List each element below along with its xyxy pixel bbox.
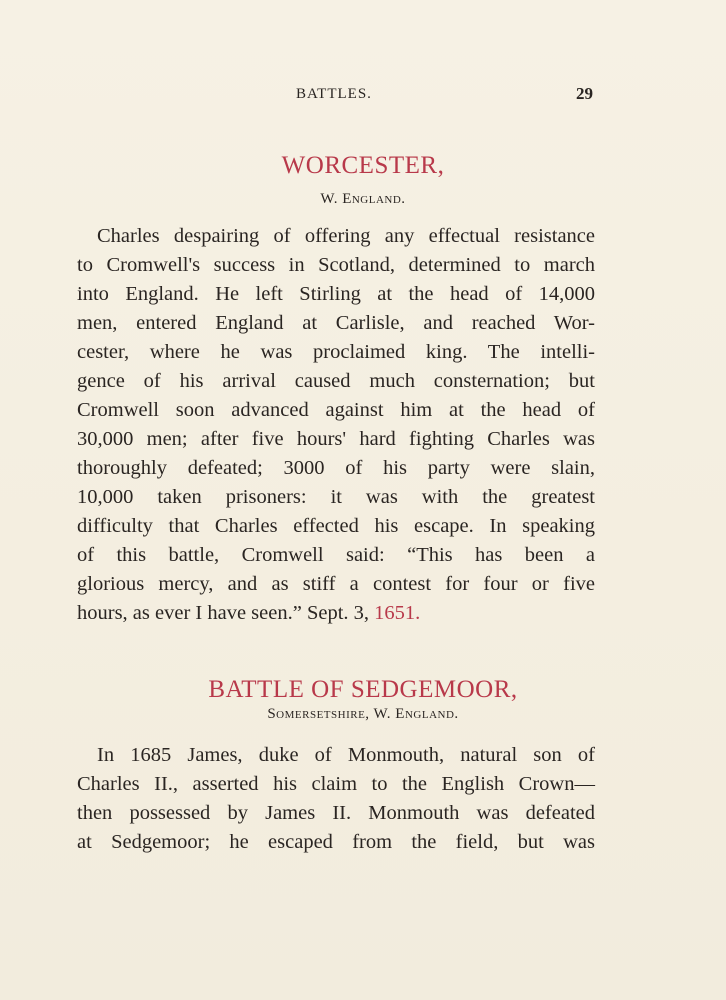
text-line: cester, where he was proclaimed king. The intelli- [77, 341, 595, 363]
text-line: Charles despairing of offering any effectual resistance [97, 225, 595, 247]
running-header [0, 86, 726, 110]
paragraph-sedgemoor [77, 741, 595, 857]
text-line: into England. He left Stirling at the head of 14,000 [77, 283, 595, 305]
text-line: In 1685 James, duke of Monmouth, natural son of [97, 744, 595, 766]
text-line: then possessed by James II. Monmouth was defeated [77, 802, 595, 824]
paragraph-worcester [77, 222, 595, 628]
battle-year: 1651. [374, 602, 421, 624]
section-subtitle-sedgemoor: Somersetshire, W. England. [267, 706, 459, 722]
text-line-last [77, 599, 595, 628]
section-title-worcester: WORCESTER, [281, 152, 445, 179]
section-title-sedgemoor: BATTLE OF SEDGEMOOR, [208, 676, 518, 703]
text-line: glorious mercy, and as stiff a contest for four or five [77, 573, 595, 595]
text-line: gence of his arrival caused much consternation; but [77, 370, 595, 392]
running-title: BATTLES. [296, 86, 372, 102]
text-line: to Cromwell's success in Scotland, determined to march [77, 254, 595, 276]
text-line: 30,000 men; after five hours' hard fighting Charles was [77, 428, 595, 450]
last-line-text: hours, as ever I have seen.” Sept. 3, [77, 602, 370, 624]
text-line: men, entered England at Carlisle, and reached Wor- [77, 312, 595, 334]
text-line: difficulty that Charles effected his escape. In speaking [77, 515, 595, 537]
text-line: Cromwell soon advanced against him at the head of [77, 399, 595, 421]
page-number: 29 [576, 84, 593, 103]
text-line: Charles II., asserted his claim to the English Crown— [77, 773, 595, 795]
section-subtitle-worcester: W. England. [320, 191, 406, 207]
text-line: of this battle, Cromwell said: “This has been a [77, 544, 595, 566]
text-line: thoroughly defeated; 3000 of his party were slain, [77, 457, 595, 479]
text-line: at Sedgemoor; he escaped from the field, but was [77, 831, 595, 853]
text-line: 10,000 taken prisoners: it was with the greatest [77, 486, 595, 508]
